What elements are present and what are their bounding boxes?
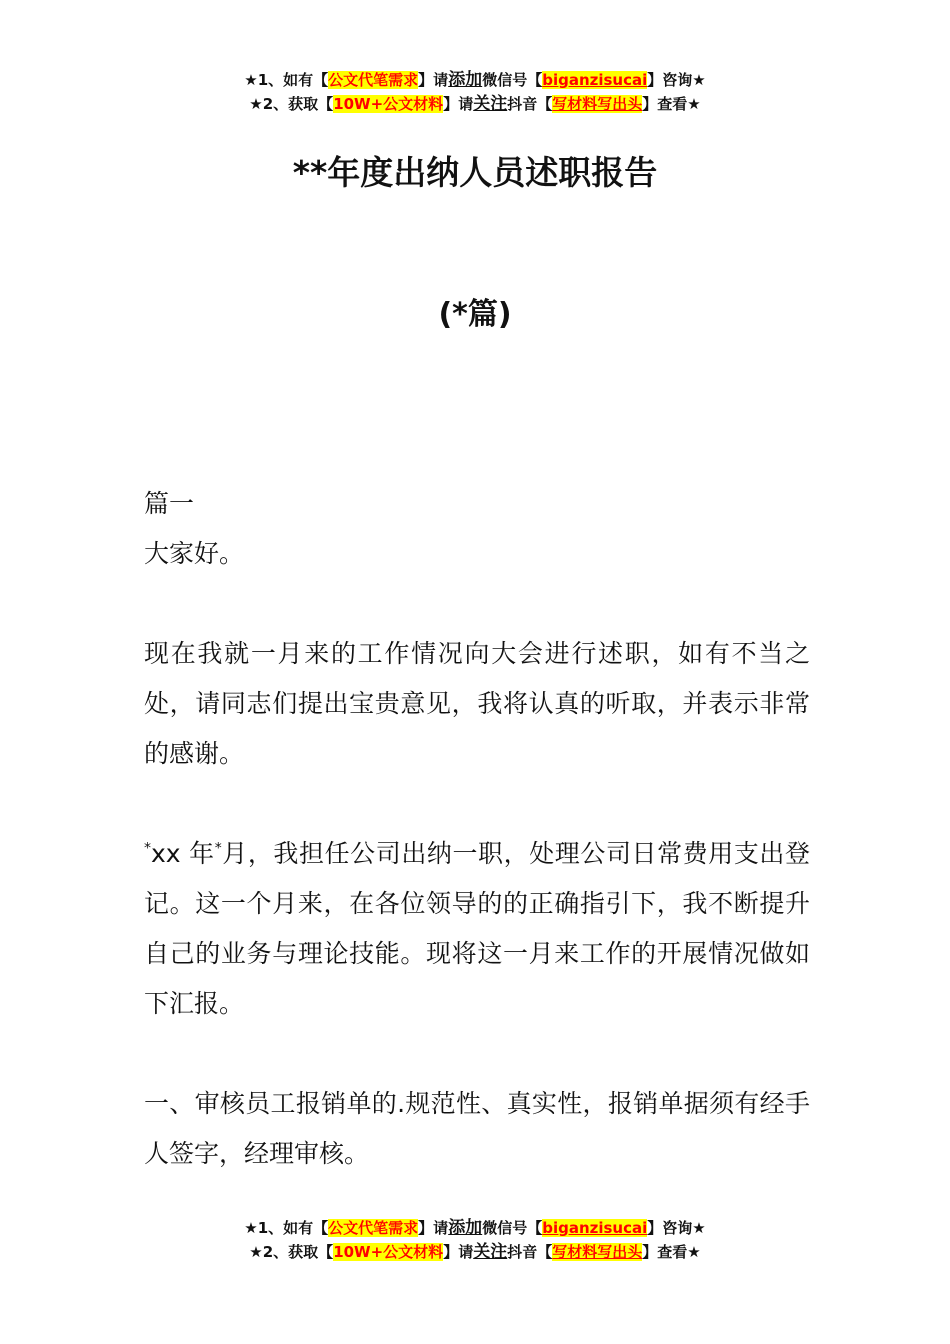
banner-highlight: 公文代笔需求 (328, 71, 419, 89)
paragraph-2-part-a: xx 年 (151, 839, 215, 868)
banner-text: 】请 (418, 1219, 449, 1237)
banner-line-1 (0, 1216, 950, 1240)
document-body (144, 479, 810, 1179)
banner-text: ★2、获取【 (249, 95, 334, 113)
banner-text: 】请 (443, 1243, 474, 1261)
paragraph-2 (144, 829, 810, 1029)
banner-text: ★1、如有【 (244, 71, 329, 89)
paragraph-2-part-b: 月，我担任公司出纳一职，处理公司日常费用支出登记。这一个月来，在各位领导的的正确指引下，我不断提升自己的业务与理论技能。现将这一月来工作的开展情况做如下汇报。 (144, 839, 810, 1018)
banner-text: 】请 (418, 71, 449, 89)
douyin-id-link[interactable]: 写材料写出头 (552, 95, 643, 113)
douyin-id-link[interactable]: 写材料写出头 (552, 1243, 643, 1261)
footer-banner (0, 1216, 950, 1264)
asterisk: * (214, 840, 222, 857)
banner-text: 微信号【 (482, 1219, 543, 1237)
banner-line-1 (0, 68, 950, 92)
document-title: **年度出纳人员述职报告 (292, 153, 658, 192)
banner-text: 抖音【 (507, 95, 553, 113)
banner-text: 】咨询★ (647, 1219, 706, 1237)
banner-line-2 (0, 92, 950, 116)
banner-highlight: 10W+公文材料 (333, 95, 444, 113)
banner-text: ★2、获取【 (249, 1243, 334, 1261)
banner-highlight: 公文代笔需求 (328, 1219, 419, 1237)
banner-underline: 关注 (473, 1242, 508, 1262)
wechat-id-link[interactable]: biganzisucai (542, 71, 648, 89)
greeting: 大家好。 (144, 539, 245, 568)
banner-underline: 添加 (448, 1218, 483, 1238)
asterisk: * (144, 840, 151, 857)
paragraph-1: 现在我就一月来的工作情况向大会进行述职，如有不当之处，请同志们提出宝贵意见，我将认真的听取，并表示非常的感谢。 (144, 639, 810, 768)
section-label: 篇一 (144, 489, 195, 518)
banner-text: 微信号【 (482, 71, 543, 89)
wechat-id-link[interactable]: biganzisucai (542, 1219, 648, 1237)
banner-text: 】请 (443, 95, 474, 113)
banner-underline: 添加 (448, 70, 483, 90)
paragraph-3: 一、审核员工报销单的.规范性、真实性，报销单据须有经手人签字，经理审核。 (144, 1089, 810, 1168)
banner-text: ★1、如有【 (244, 1219, 329, 1237)
banner-text: 】咨询★ (647, 71, 706, 89)
banner-highlight: 10W+公文材料 (333, 1243, 444, 1261)
banner-text: 】查看★ (642, 95, 701, 113)
document-subtitle: (*篇) (438, 297, 512, 332)
banner-underline: 关注 (473, 94, 508, 114)
header-banner (0, 68, 950, 116)
banner-text: 抖音【 (507, 1243, 553, 1261)
banner-text: 】查看★ (642, 1243, 701, 1261)
banner-line-2 (0, 1240, 950, 1264)
